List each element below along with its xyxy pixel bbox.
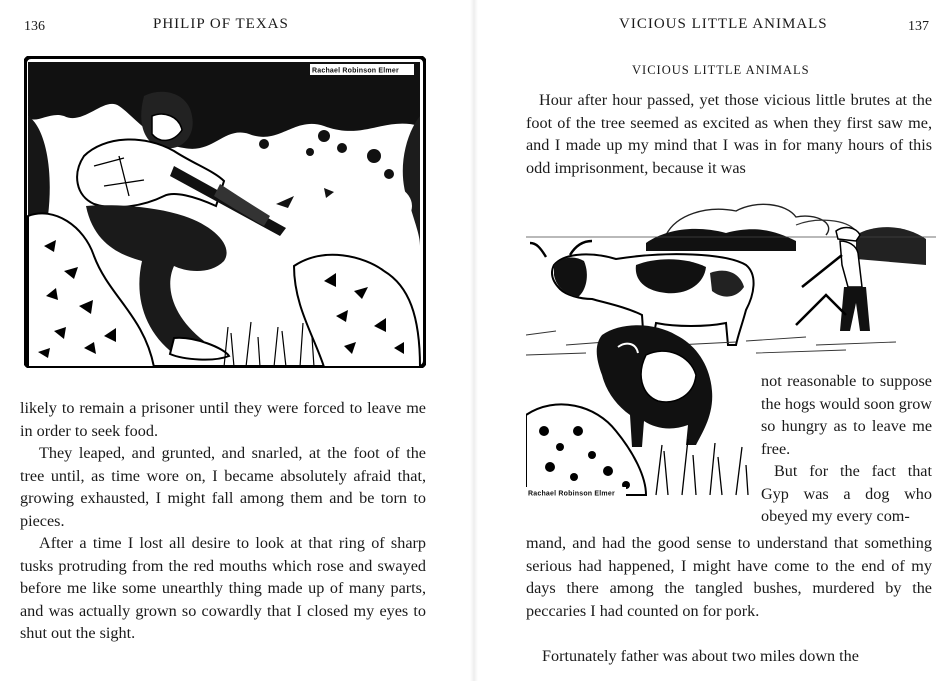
right-running-head: VICIOUS LITTLE ANIMALS — [619, 16, 828, 32]
left-running-head: PHILIP OF TEXAS — [153, 16, 289, 32]
right-paragraph-3: But for the fact that Gyp was a dog who obeyed my every com- — [761, 462, 932, 526]
right-paragraph-1: Hour after hour passed, yet those vicious little brutes at the foot of the tree seemed as excited as when they first saw me, and I made up my mind that I was in for many hours of this odd imprisonment, because it was — [526, 91, 932, 177]
oxen-illustration-signature: Rachael Robinson Elmer — [528, 490, 615, 498]
left-page — [0, 0, 474, 681]
left-paragraph-3: After a time I lost all desire to look at that ring of sharp tusks protruding from the red mouths which rose and swayed before me like some unearthly thing made up of many parts, and was actually grown so cowardly that I closed my eyes to shut out the sight. — [20, 534, 426, 643]
right-paragraph-2: not reasonable to suppose the hogs would soon grow so hungry as to leave me free. — [761, 372, 932, 458]
boy-illustration-drawing — [24, 56, 426, 368]
right-page-number: 137 — [908, 19, 929, 34]
right-paragraph-4: mand, and had the good sense to understand that something serious had happened, I might have come to the end of my days there among the tangled bushes, murdered by the peccaries I had counted on for pork. — [526, 534, 932, 620]
left-page-number: 136 — [24, 19, 45, 34]
right-page — [474, 0, 949, 681]
chapter-section-heading: VICIOUS LITTLE ANIMALS — [632, 63, 810, 77]
left-paragraph-2: They leaped, and grunted, and snarled, at the foot of the tree until, as time wore on, I became absolutely afraid that, growing exhausted, I might fall among them and be torn to pieces. — [20, 444, 426, 530]
left-paragraph-1: likely to remain a prisoner until they were forced to leave me in order to seek food. — [20, 399, 426, 440]
boy-illustration-signature: Rachael Robinson Elmer — [312, 67, 399, 75]
right-paragraph-5: Fortunately father was about two miles down the — [542, 647, 859, 665]
boy-with-rifle-illustration — [24, 56, 426, 368]
